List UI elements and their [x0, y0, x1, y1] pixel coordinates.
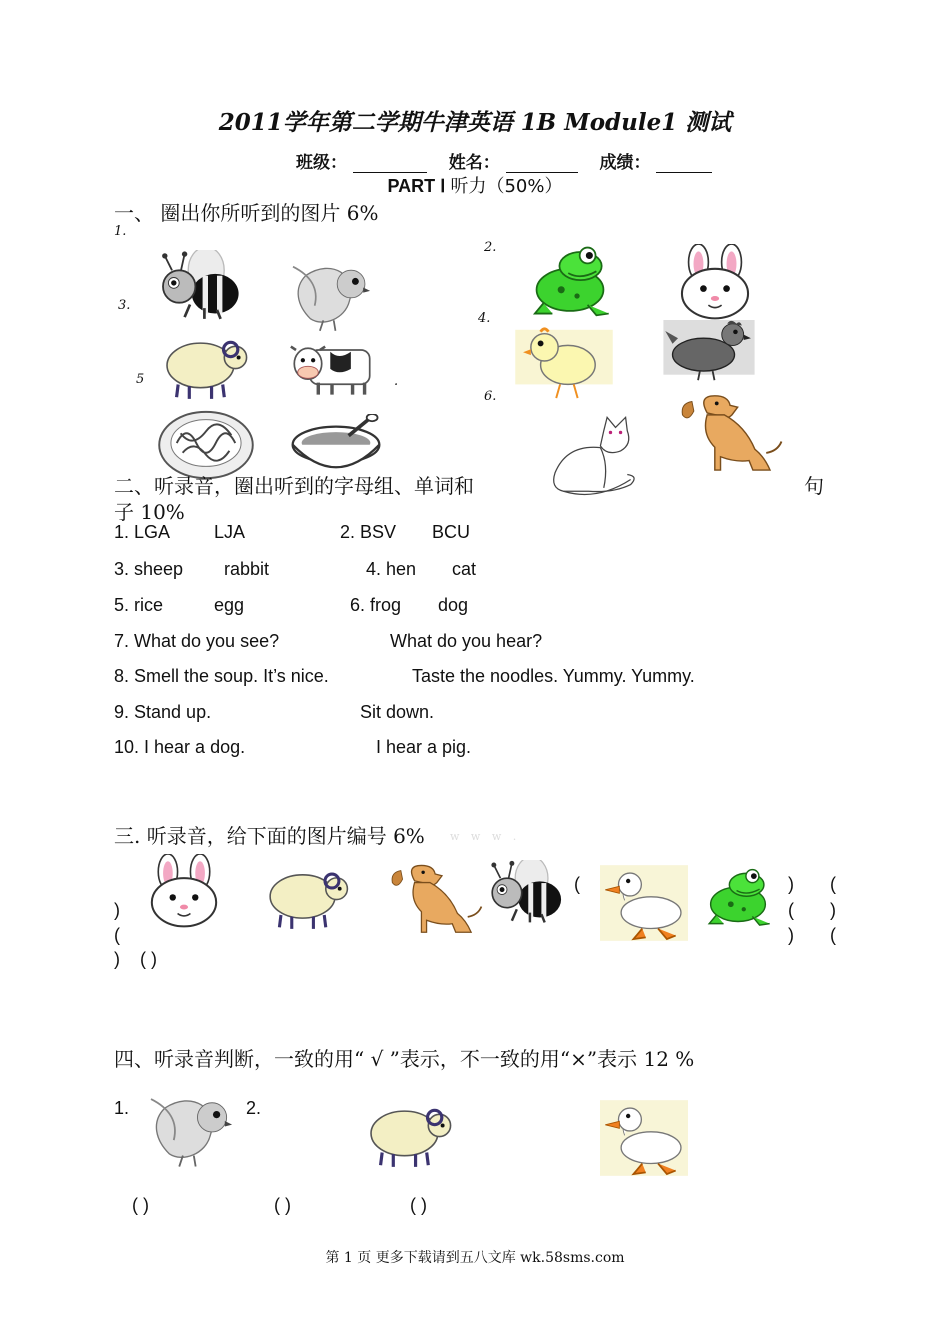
class-blank[interactable]: [353, 154, 427, 173]
frog-icon[interactable]: [702, 864, 774, 930]
score-label: 成绩：: [599, 153, 651, 173]
section1-heading: 一、 圈出你所听到的图片 6%: [114, 201, 379, 225]
part-label: PART Ⅰ: [387, 176, 446, 196]
duck-icon[interactable]: [600, 864, 688, 942]
answer-paren[interactable]: ): [830, 900, 836, 920]
q5-option-a[interactable]: 5. rice: [114, 595, 164, 615]
cow-icon[interactable]: [286, 338, 378, 398]
name-label: 姓名：: [448, 153, 500, 173]
section2-heading-tail: 句: [804, 474, 824, 498]
q2-option-b[interactable]: BCU: [432, 522, 471, 542]
stray-dot: .: [394, 374, 399, 389]
sheep-icon[interactable]: [258, 864, 358, 932]
answer-paren[interactable]: (: [830, 874, 836, 894]
score-blank[interactable]: [656, 154, 712, 173]
bird-icon[interactable]: [146, 1090, 238, 1172]
watermark: w w w .: [450, 830, 521, 843]
q5-option-b[interactable]: egg: [214, 595, 245, 615]
q7-option-b[interactable]: What do you hear?: [390, 631, 543, 651]
rabbit-icon[interactable]: [672, 244, 758, 320]
q9-option-a[interactable]: 9. Stand up.: [114, 702, 212, 722]
student-info-line: [296, 148, 712, 173]
item-number: 5: [136, 372, 145, 387]
item-number: 2.: [246, 1098, 262, 1118]
part-heading: [0, 172, 950, 198]
q4-option-a[interactable]: 4. hen: [366, 559, 417, 579]
item-number: 4.: [478, 311, 491, 326]
section3-heading: 三. 听录音，给下面的图片编号 6%: [114, 824, 425, 848]
q7-option-a[interactable]: 7. What do you see?: [114, 631, 280, 651]
q2-option-a[interactable]: 2. BSV: [340, 522, 397, 542]
q8-option-b[interactable]: Taste the noodles. Yummy. Yummy.: [412, 666, 695, 686]
section2-heading: 二、听录音，圈出听到的字母组、单词和: [114, 474, 474, 498]
q3-option-b[interactable]: rabbit: [224, 559, 270, 579]
bee-icon[interactable]: [154, 250, 244, 332]
dog-icon[interactable]: [384, 862, 488, 934]
answer-paren[interactable]: ( ): [410, 1195, 427, 1215]
item-number: 2.: [484, 240, 497, 255]
name-blank[interactable]: [506, 154, 578, 173]
part-text: 听力（50%）: [450, 176, 563, 197]
page-title: 2011学年第二学期牛津英语 1B Module1 测试: [218, 109, 732, 136]
bird-icon[interactable]: [286, 258, 378, 336]
answer-paren[interactable]: (: [574, 874, 580, 894]
answer-paren[interactable]: ): [114, 949, 120, 969]
q9-option-b[interactable]: Sit down.: [360, 702, 435, 722]
section2-heading-cont: 子 10%: [114, 500, 185, 524]
answer-paren[interactable]: (: [788, 900, 794, 920]
item-number: 1.: [114, 1098, 130, 1118]
answer-paren[interactable]: (: [830, 925, 836, 945]
frog-icon[interactable]: [526, 240, 614, 322]
answer-paren[interactable]: ): [788, 925, 794, 945]
answer-paren[interactable]: ): [114, 900, 120, 920]
answer-paren[interactable]: ): [788, 874, 794, 894]
q1-option-b[interactable]: LJA: [214, 522, 246, 542]
class-label: 班级：: [296, 153, 347, 173]
answer-paren[interactable]: (: [114, 925, 120, 945]
duck-icon[interactable]: [600, 1100, 688, 1176]
soup-icon[interactable]: [286, 414, 386, 470]
q6-option-b[interactable]: dog: [438, 595, 469, 615]
bee-icon[interactable]: [484, 860, 566, 934]
sheep-icon[interactable]: [358, 1100, 462, 1170]
q1-option-a[interactable]: 1. LGA: [114, 522, 171, 542]
answer-paren[interactable]: ( ): [274, 1195, 291, 1215]
item-number: 6.: [484, 389, 497, 404]
sheep-icon[interactable]: [156, 332, 256, 402]
q3-option-a[interactable]: 3. sheep: [114, 559, 184, 579]
q10-option-b[interactable]: I hear a pig.: [376, 737, 472, 757]
cat-icon[interactable]: [542, 414, 642, 498]
q8-option-a[interactable]: 8. Smell the soup. It’s nice.: [114, 666, 329, 686]
dog-icon[interactable]: [672, 392, 790, 472]
section4-heading: 四、听录音判断，一致的用“ √ ”表示，不一致的用“×”表示 12 %: [114, 1047, 695, 1071]
q10-option-a[interactable]: 10. I hear a dog.: [114, 737, 246, 757]
answer-paren[interactable]: ( ): [132, 1195, 149, 1215]
rabbit-icon[interactable]: [142, 854, 226, 928]
item-number: 1.: [114, 224, 127, 239]
q6-option-a[interactable]: 6. frog: [350, 595, 402, 615]
answer-paren[interactable]: ( ): [140, 949, 157, 969]
chick-icon[interactable]: [514, 322, 614, 400]
page-footer: 第 1 页 更多下载请到五八文库 wk.58sms.com: [325, 1250, 625, 1266]
q4-option-b[interactable]: cat: [452, 559, 477, 579]
item-number: 3.: [118, 298, 131, 313]
hen-icon[interactable]: [658, 320, 760, 382]
